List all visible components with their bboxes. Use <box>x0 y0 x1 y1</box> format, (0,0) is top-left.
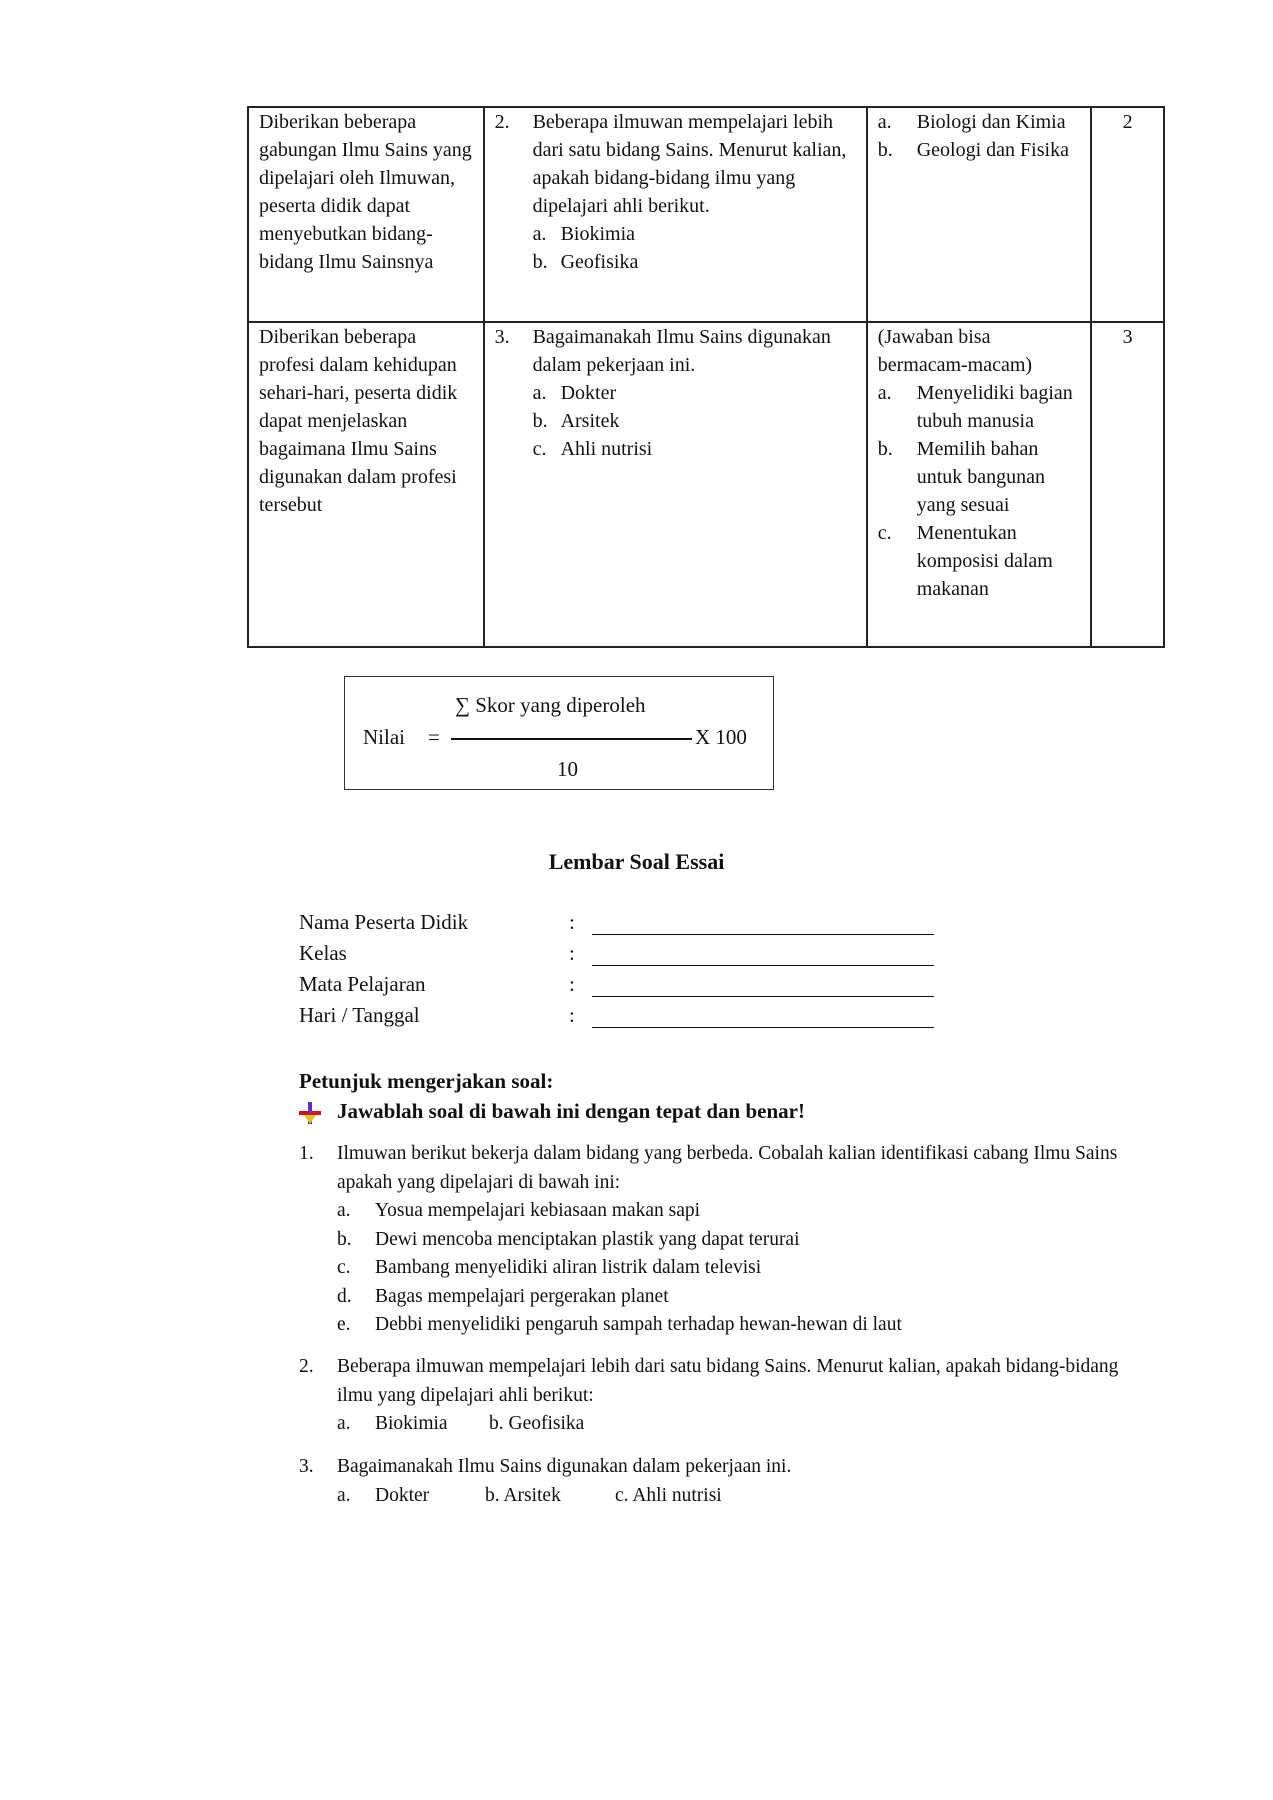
essay-question <box>299 1453 1149 1510</box>
score-cell: 2 <box>1091 107 1164 322</box>
question-option <box>533 435 856 463</box>
field-label: Kelas <box>299 941 347 965</box>
question-number: 1. <box>299 1143 314 1164</box>
question-option <box>533 220 856 248</box>
inline-options <box>337 1410 1149 1439</box>
option-mark: a. <box>532 223 547 245</box>
option-text: Ahli nutrisi <box>560 438 653 460</box>
field-label: Nama Peserta Didik <box>299 910 469 934</box>
score-cell: 3 <box>1091 322 1164 647</box>
question-option <box>337 1283 1149 1312</box>
field-blank-line[interactable] <box>592 1027 934 1028</box>
question-item <box>495 108 856 276</box>
arrow-bullet-icon <box>299 1102 321 1124</box>
answer-cell <box>867 107 1091 322</box>
option-mark: a. <box>337 1413 351 1434</box>
answer-item <box>878 136 1080 164</box>
option-text: b. Arsitek <box>485 1484 561 1506</box>
instructions-title: Petunjuk mengerjakan soal: <box>299 1069 554 1093</box>
formula-denominator: 10 <box>557 757 578 781</box>
option-mark: a. <box>337 1200 351 1221</box>
score-formula-box <box>344 676 774 790</box>
answer-cell <box>867 322 1091 647</box>
question-option <box>337 1197 1149 1226</box>
inline-options <box>337 1482 1149 1511</box>
student-name-field <box>299 910 939 940</box>
question-number: 2. <box>494 111 510 133</box>
table-row <box>248 322 1164 647</box>
answer-text: Biologi dan Kimia <box>916 111 1066 133</box>
option-text: Geofisika <box>560 251 639 273</box>
answer-text: Memilih bahan untuk bangunan yang sesuai <box>916 438 1046 516</box>
formula-equals: = <box>428 725 440 749</box>
fraction-bar <box>451 738 692 740</box>
answer-note: (Jawaban bisa bermacam-macam) <box>877 326 1033 376</box>
option-mark: a. <box>532 382 547 404</box>
option-text: Biokimia <box>560 223 636 245</box>
answer-item <box>878 435 1080 519</box>
question-cell <box>484 322 867 647</box>
answer-text: Geologi dan Fisika <box>916 139 1069 161</box>
date-field <box>299 1003 939 1033</box>
sheet-title: Lembar Soal Essai <box>548 849 725 874</box>
option-text: Arsitek <box>560 410 620 432</box>
formula-numerator: ∑ Skor yang diperoleh <box>455 693 646 717</box>
question-number: 3. <box>494 326 510 348</box>
field-colon: : <box>569 910 575 934</box>
question-text: Ilmuwan berikut bekerja dalam bidang yang berbeda. Cobalah kalian identifikasi cabang Ilmu Sains apakah yang dipelajari di bawah ini: <box>337 1143 1118 1193</box>
field-colon: : <box>569 972 575 996</box>
question-number: 3. <box>299 1456 314 1477</box>
question-text: Bagaimanakah Ilmu Sains digunakan dalam pekerjaan ini. <box>337 1456 792 1477</box>
answer-mark: a. <box>877 111 892 133</box>
question-option <box>533 248 856 276</box>
question-option <box>337 1226 1149 1255</box>
question-text: Beberapa ilmuwan mempelajari lebih dari satu bidang Sains. Menurut kalian, apakah bidang-bidang ilmu yang dipelajari ahli berikut. <box>532 111 847 217</box>
field-label: Mata Pelajaran <box>299 972 426 996</box>
formula-label: Nilai <box>363 725 405 749</box>
answer-mark: a. <box>877 382 892 404</box>
answer-item <box>878 108 1080 136</box>
answer-mark: b. <box>877 438 893 460</box>
answer-item <box>878 519 1080 603</box>
essay-question <box>299 1353 1149 1439</box>
answer-mark: b. <box>877 139 893 161</box>
question-option <box>337 1254 1149 1283</box>
field-blank-line[interactable] <box>592 934 934 935</box>
option-text: Dokter <box>560 382 617 404</box>
formula-multiplier: X 100 <box>695 725 747 749</box>
option-text: Yosua mempelajari kebiasaan makan sapi <box>375 1200 701 1221</box>
option-mark: c. <box>337 1257 351 1278</box>
indicator-cell <box>248 322 484 647</box>
field-colon: : <box>569 941 575 965</box>
option-mark: e. <box>337 1314 351 1335</box>
option-text: c. Ahli nutrisi <box>615 1484 722 1506</box>
answer-mark: c. <box>877 522 892 544</box>
question-text: Beberapa ilmuwan mempelajari lebih dari satu bidang Sains. Menurut kalian, apakah bidang-bidang ilmu yang dipelajari ahli berikut: <box>337 1356 1119 1406</box>
answer-text: Menyelidiki bagian tubuh manusia <box>916 382 1073 432</box>
question-cell <box>484 107 867 322</box>
option-text: b. Geofisika <box>489 1413 585 1434</box>
subject-field <box>299 972 939 1002</box>
option-text: Bambang menyelidiki aliran listrik dalam televisi <box>375 1257 762 1278</box>
option-text: Bagas mempelajari pergerakan planet <box>375 1285 669 1307</box>
question-option <box>337 1311 1149 1340</box>
option-text: Debbi menyelidiki pengaruh sampah terhadap hewan-hewan di laut <box>375 1314 902 1335</box>
table-row <box>248 107 1164 322</box>
question-number: 2. <box>299 1356 314 1377</box>
class-field <box>299 941 939 971</box>
question-option <box>533 407 856 435</box>
indicator-text: Diberikan beberapa profesi dalam kehidupan sehari-hari, peserta didik dapat menjelaskan bagaimana Ilmu Sains digunakan dalam profesi tersebut <box>259 326 458 516</box>
option-text: Biokimia <box>375 1413 448 1434</box>
option-mark: c. <box>532 438 547 460</box>
field-blank-line[interactable] <box>592 965 934 966</box>
answer-text: Menentukan komposisi dalam makanan <box>916 522 1053 600</box>
question-text: Bagaimanakah Ilmu Sains digunakan dalam pekerjaan ini. <box>532 326 831 376</box>
option-mark: b. <box>532 410 548 432</box>
indicator-cell <box>248 107 484 322</box>
field-colon: : <box>569 1003 575 1027</box>
field-blank-line[interactable] <box>592 996 934 997</box>
option-mark: b. <box>337 1228 352 1250</box>
option-text: Dewi mencoba menciptakan plastik yang dapat terurai <box>375 1228 800 1250</box>
option-mark: b. <box>532 251 548 273</box>
indicator-text: Diberikan beberapa gabungan Ilmu Sains yang dipelajari oleh Ilmuwan, peserta didik dapat menyebutkan bidang-bidang Ilmu Sainsnya <box>259 111 472 273</box>
option-mark: d. <box>337 1285 352 1307</box>
question-item <box>495 323 856 463</box>
instruction-text: Jawablah soal di bawah ini dengan tepat dan benar! <box>337 1099 805 1123</box>
answer-item <box>878 379 1080 435</box>
option-text: Dokter <box>375 1484 430 1506</box>
question-option <box>533 379 856 407</box>
field-label: Hari / Tanggal <box>299 1003 420 1027</box>
rubric-table <box>247 106 1165 648</box>
essay-question <box>299 1140 1149 1340</box>
option-mark: a. <box>337 1484 351 1506</box>
